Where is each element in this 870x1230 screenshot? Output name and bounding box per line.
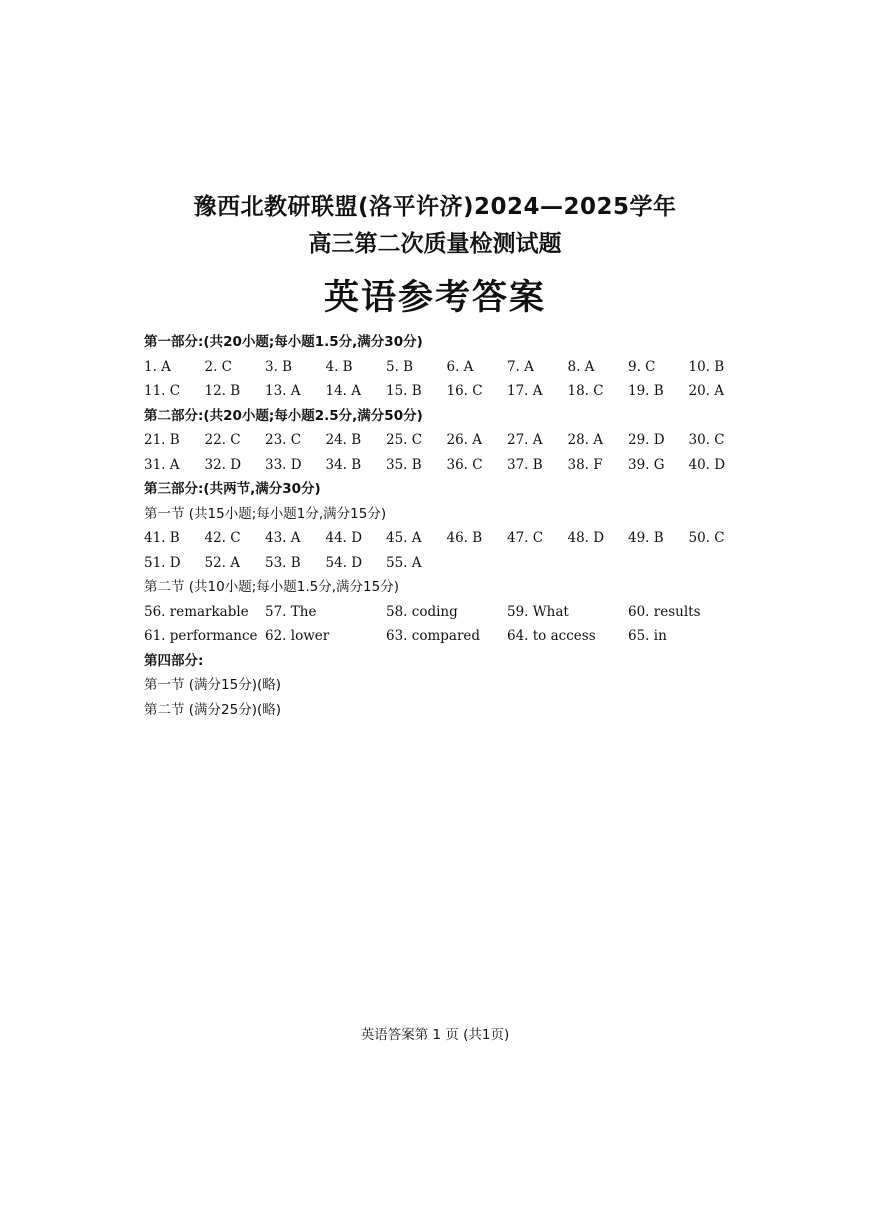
answer-content (144, 330, 744, 722)
answer-row (144, 551, 744, 576)
answer-item: 42. C (204, 530, 241, 546)
answer-item: 57. The (265, 603, 317, 620)
answer-row (144, 526, 744, 551)
answer-item: 23. C (265, 432, 302, 448)
answer-item: 7. A (507, 358, 534, 375)
document-title-main: 英语参考答案 (323, 277, 546, 318)
answer-item: 58. coding (386, 603, 458, 620)
answer-item: 24. B (325, 432, 362, 448)
answer-item: 3. B (265, 358, 293, 375)
answer-item: 33. D (265, 456, 302, 473)
part3-section1-heading: 第一节 (共15小题;每小题1分,满分15分) (144, 505, 387, 522)
answer-item: 38. F (567, 456, 603, 473)
answer-item: 27. A (507, 432, 543, 448)
document-title-line1: 豫西北教研联盟(洛平许济)2024—2025学年 (193, 194, 677, 220)
answer-item: 52. A (204, 554, 241, 571)
answer-item: 28. A (567, 432, 604, 448)
part3-section2-heading: 第二节 (共10小题;每小题1.5分,满分15分) (144, 579, 399, 595)
answer-item: 17. A (507, 383, 543, 399)
answer-item: 9. C (628, 358, 656, 375)
answer-item: 48. D (567, 530, 605, 546)
answer-item: 36. C (446, 456, 483, 473)
answer-item: 5. B (386, 358, 414, 375)
answer-item: 60. results (628, 603, 701, 620)
answer-item: 6. A (446, 358, 474, 375)
answer-row (144, 453, 744, 478)
answer-row (144, 355, 744, 380)
answer-item: 16. C (446, 383, 483, 399)
answer-row (144, 624, 744, 649)
answer-item: 61. performance (144, 628, 258, 644)
part1-heading: 第一部分:(共20小题;每小题1.5分,满分30分) (144, 334, 423, 350)
part3-heading: 第三部分:(共两节,满分30分) (144, 481, 321, 497)
answer-item: 1. A (144, 358, 171, 375)
answer-item: 31. A (144, 456, 180, 473)
answer-item: 20. A (688, 383, 725, 399)
answer-item: 21. B (144, 432, 180, 448)
answer-item: 43. A (265, 530, 301, 546)
answer-row (144, 428, 744, 453)
answer-item: 63. compared (386, 628, 481, 644)
answer-item: 13. A (265, 383, 301, 399)
answer-item: 26. A (446, 432, 483, 448)
answer-item: 22. C (204, 432, 241, 448)
answer-item: 29. D (628, 432, 665, 448)
answer-item: 50. C (688, 530, 725, 546)
answer-item: 15. B (386, 383, 422, 399)
answer-item: 30. C (688, 432, 725, 448)
answer-item: 53. B (265, 554, 301, 571)
answer-item: 35. B (386, 456, 422, 473)
answer-item: 44. D (325, 530, 363, 546)
answer-item: 4. B (325, 358, 353, 375)
answer-item: 12. B (204, 383, 241, 399)
answer-item: 41. B (144, 530, 180, 546)
answer-item: 32. D (204, 456, 242, 473)
part2-heading: 第二部分:(共20小题;每小题2.5分,满分50分) (144, 407, 423, 424)
answer-row (144, 600, 744, 625)
answer-item: 19. B (628, 383, 664, 399)
answer-item: 65. in (628, 628, 667, 644)
answer-item: 40. D (688, 456, 726, 473)
document-title-line2: 高三第二次质量检测试题 (308, 231, 562, 257)
answer-item: 8. A (567, 358, 595, 375)
answer-item: 11. C (144, 383, 181, 399)
page-footer: 英语答案第 1 页 (共1页) (360, 1027, 510, 1043)
part4-section2: 第二节 (满分25分)(略) (144, 701, 282, 718)
answer-item: 39. G (628, 456, 665, 473)
answer-item: 46. B (446, 530, 483, 546)
answer-item: 56. remarkable (144, 603, 249, 620)
answer-item: 25. C (386, 432, 423, 448)
answer-item: 10. B (688, 358, 725, 375)
answer-item: 34. B (325, 456, 362, 473)
answer-item: 2. C (204, 358, 233, 375)
answer-item: 18. C (567, 383, 604, 399)
answer-item: 45. A (386, 530, 422, 546)
answer-item: 62. lower (265, 628, 330, 644)
answer-item: 47. C (507, 530, 544, 546)
answer-item: 54. D (325, 554, 363, 571)
answer-item: 55. A (386, 554, 422, 571)
answer-item: 64. to access (507, 628, 596, 644)
answer-item: 37. B (507, 456, 543, 473)
answer-item: 49. B (628, 530, 664, 546)
part4-heading: 第四部分: (144, 652, 204, 669)
answer-item: 59. What (507, 603, 569, 620)
answer-item: 14. A (325, 383, 362, 399)
answer-row (144, 379, 744, 404)
part4-section1: 第一节 (满分15分)(略) (144, 677, 282, 693)
answer-item: 51. D (144, 554, 181, 571)
